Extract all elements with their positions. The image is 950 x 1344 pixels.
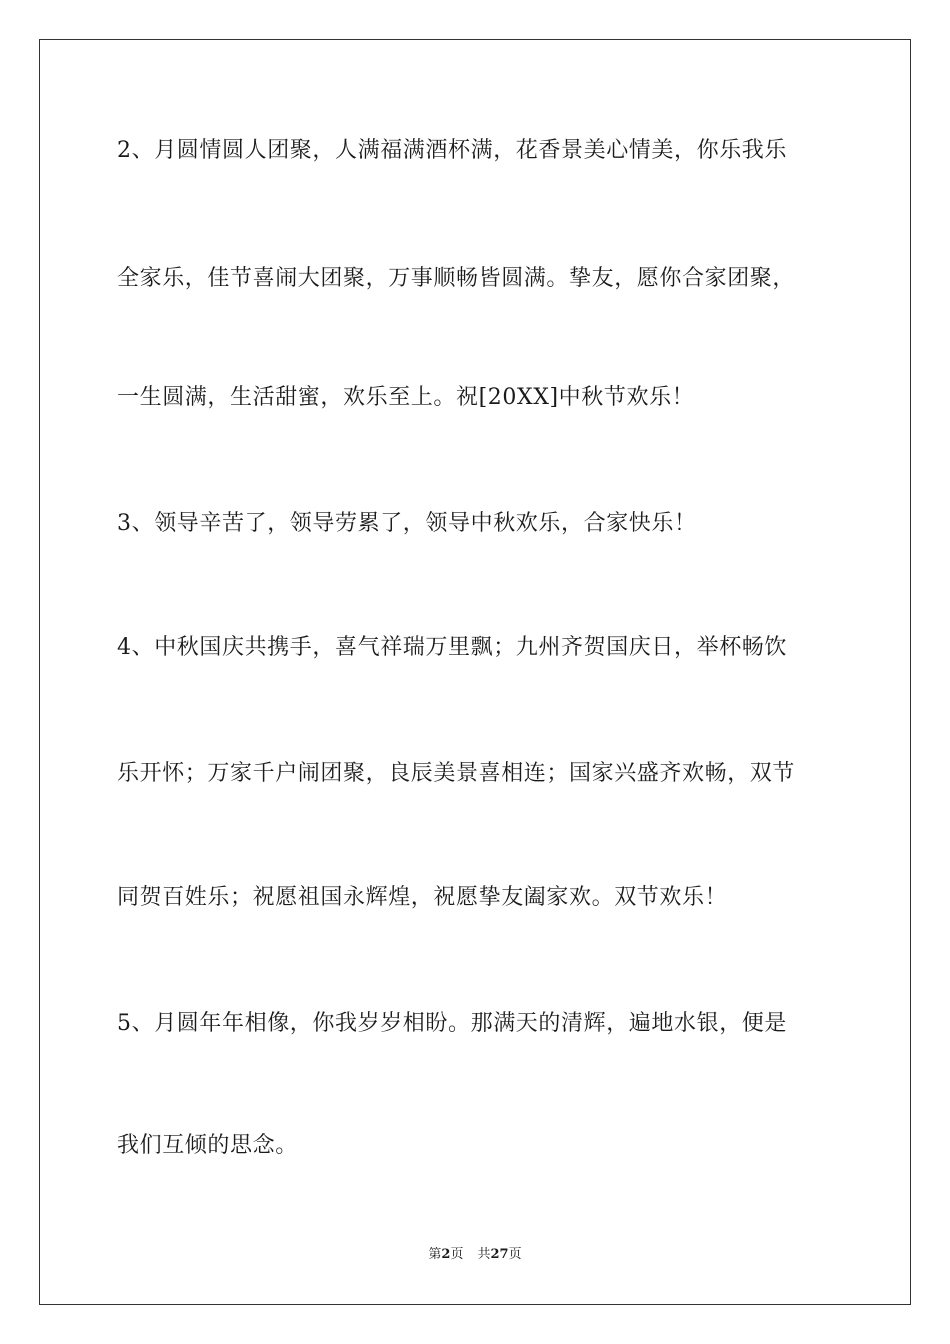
footer-page-suffix: 页 xyxy=(450,1247,464,1262)
page-footer xyxy=(0,1246,950,1264)
footer-total-prefix: 共 xyxy=(477,1247,491,1262)
footer-page-number: 2 xyxy=(441,1247,451,1262)
footer-total-pages: 27 xyxy=(490,1247,509,1262)
body-line-9: 我们互倾的思念。 xyxy=(117,1133,298,1158)
body-line-4: 3、领导辛苦了，领导劳累了，领导中秋欢乐，合家快乐！ xyxy=(117,511,697,536)
footer-total-suffix: 页 xyxy=(508,1247,522,1262)
body-line-2: 全家乐，佳节喜闹大团聚，万事顺畅皆圆满。挚友，愿你合家团聚， xyxy=(117,266,796,291)
page-border xyxy=(39,39,911,1305)
body-line-7: 同贺百姓乐；祝愿祖国永辉煌，祝愿挚友阖家欢。双节欢乐！ xyxy=(117,885,728,910)
body-line-3: 一生圆满，生活甜蜜，欢乐至上。祝[20XX]中秋节欢乐！ xyxy=(117,385,695,410)
body-line-5: 4、中秋国庆共携手，喜气祥瑞万里飘；九州齐贺国庆日，举杯畅饮 xyxy=(117,635,787,660)
body-line-1: 2、月圆情圆人团聚，人满福满酒杯满，花香景美心情美，你乐我乐 xyxy=(117,138,787,163)
body-line-6: 乐开怀；万家千户闹团聚，良辰美景喜相连；国家兴盛齐欢畅，双节 xyxy=(117,761,796,786)
body-line-8: 5、月圆年年相像，你我岁岁相盼。那满天的清辉，遍地水银，便是 xyxy=(117,1011,787,1036)
footer-page-prefix: 第 xyxy=(428,1247,442,1262)
